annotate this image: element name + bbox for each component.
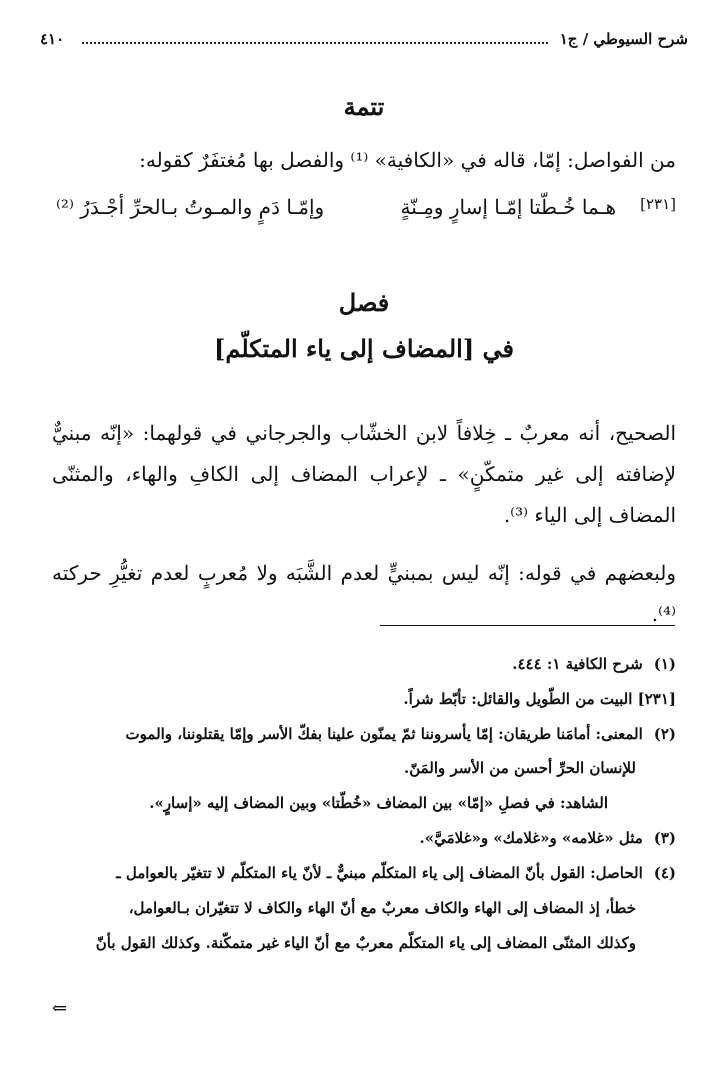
footnote-text: [٢٣١] البيت من الطّويل والقائل: تأبّط شراً. (403, 690, 676, 708)
footnote-4-continued-2 (52, 929, 636, 958)
footnote-text: خطأ، إذ المضاف إلى الهاء والكاف معربٌ مع أنّ الهاء والكاف لا تتغيّران بـالعوامل، (128, 899, 636, 917)
footnote-text: شرح الكافية ١: ٤٤٤. (512, 655, 643, 673)
footnote-4-continued-1 (52, 894, 636, 923)
section-title-fasl: فصل (338, 288, 390, 317)
paragraph-fawasil: من الفواصل: إمّا، قاله في «الكافية» ⁽¹⁾ والفصل بها مُغتفَرٌ كقوله: (139, 148, 676, 172)
footnote-marker: (٤) (653, 864, 676, 882)
footnote-text: مثل «غلامه» و«غلامك» و«غلامَيَّ». (419, 829, 643, 847)
footnote-2-continued (52, 754, 636, 783)
footnote-2-shahid (52, 789, 608, 818)
running-header (40, 30, 688, 54)
header-dot-leader (82, 42, 548, 44)
footnote-text: وكذلك المثنّى المضاف إلى ياء المتكلّم معربٌ مع أنّ الياء غير متمكّنة. وكذلك القول بأنّ (95, 934, 636, 952)
paragraph-baadihim: ولبعضهم في قوله: إنّه ليس بمبنيٍّ لعدم الشَّبَه ولا مُعربٍ لعدم تغيُّرِ حركته ⁽⁴⁾. (52, 561, 676, 626)
footnote-4 (52, 859, 676, 888)
paragraph-mudaf: الصحيح، أنه معربٌ ـ خِلافاً لابن الخشّاب والجرجاني في قولهما: «إنّه مبنيٌّ لإضافته إلى غير متمكّنٍ» ـ لإعراب المضاف إلى الكافِ والهاء، والمثنّى المضاف إلى الياء ⁽³⁾. (52, 421, 676, 527)
footnote-marker: (١) (653, 655, 676, 673)
verse-hemistich-second: وإمّـا دَمٍ والمـوتُ بـالحرِّ أجْـدَرُ ⁽²⁾ (56, 195, 325, 219)
section-title-tatimma: تتمة (343, 92, 385, 121)
footnote-marker: (٢) (653, 725, 676, 743)
footnote-3 (52, 824, 676, 853)
verse-number: [٢٣١] (640, 195, 676, 213)
footnote-1 (52, 650, 676, 679)
footnote-2 (52, 720, 676, 749)
section-subtitle: في [المضاف إلى ياء المتكلّم] (214, 334, 514, 363)
footnote-text: للإنسان الحرِّ أحسن من الأسر والمَنّ. (403, 759, 636, 777)
header-title: شرح السيوطي / ج١ (559, 30, 688, 48)
verse-231 (52, 195, 676, 231)
footnote-text: الحاصل: القول بأنّ المضاف إلى ياء المتكلّم مبنيٌّ ـ لأنّ ياء المتكلّم لا تتغيّر بالعوامل ـ (116, 864, 643, 882)
footnote-text: المعنى: أمامَنا طريقان: إمّا يأسروننا ثمّ يمنّون علينا بفكّ الأسر وإمّا يقتلوننا، والموت (125, 725, 643, 743)
footnote-text: الشاهد: في فصلِ «إمّا» بين المضاف «خُطّتا» وبين المضاف إليه «إسارٍ». (149, 794, 608, 812)
footnote-verse-source (52, 685, 676, 714)
verse-hemistich-first: هـما خُـطّتا إمّـا إسارٍ ومِـنّةٍ (400, 195, 616, 219)
page-number: ٤١٠ (40, 30, 65, 48)
footnote-marker: (٣) (653, 829, 676, 847)
continuation-arrow-icon: ⇐ (52, 998, 68, 1019)
footnote-separator (380, 625, 675, 626)
